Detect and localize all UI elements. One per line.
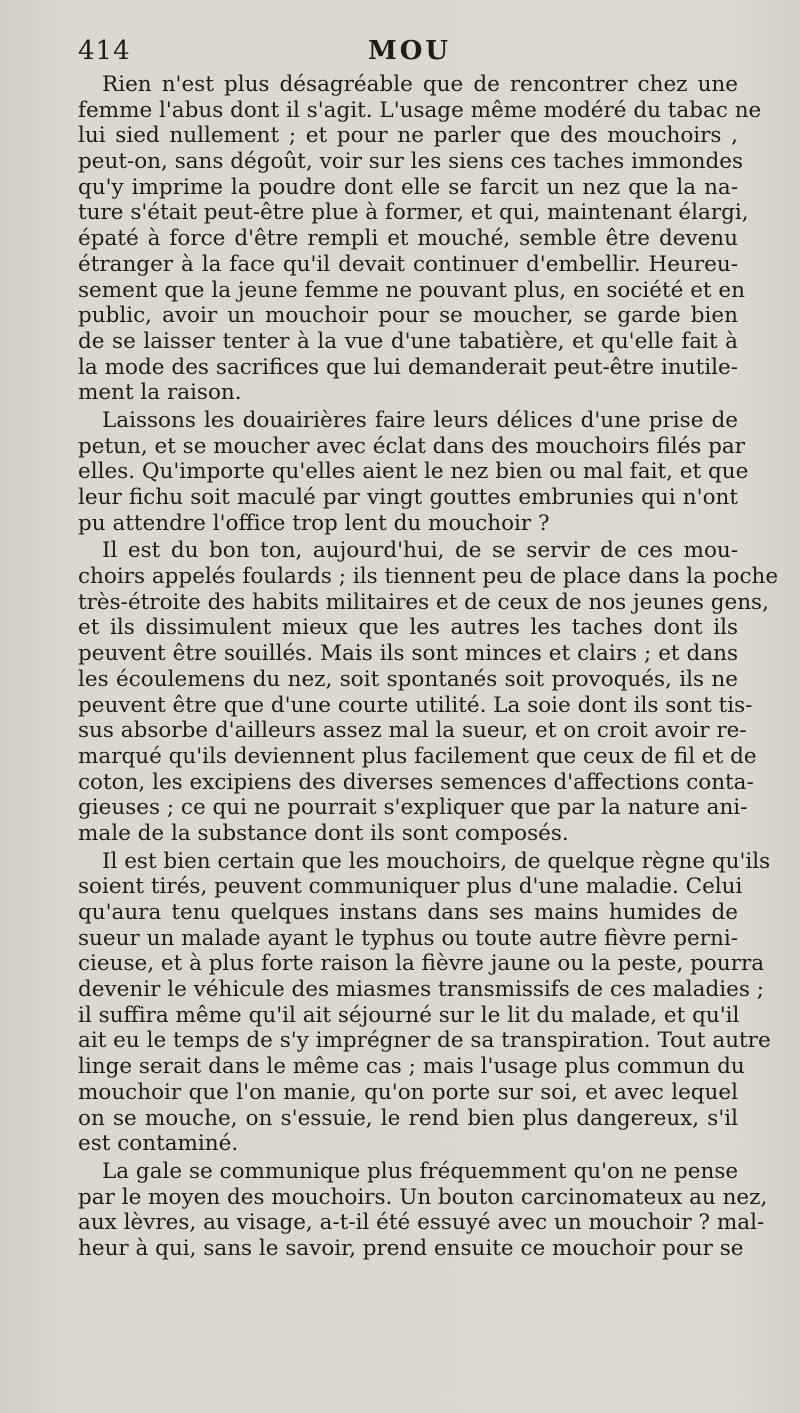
text-line: marqué qu'ils deviennent plus facilement que ceux de fil et de [78,743,757,769]
text-line: peuvent être souillés. Mais ils sont minces et clairs ; et dans [78,641,738,667]
text-line: de se laisser tenter à la vue d'une tabatière, et qu'elle fait à [78,328,738,354]
text-line: qu'aura tenu quelques instans dans ses mains humides de [78,900,738,925]
text-line: elles. Qu'importe qu'elles aient le nez bien ou mal fait, et que [78,459,749,485]
text-line: peuvent être que d'une courte utilité. La soie dont ils sont tis- [78,692,753,718]
text-line: mouchoir que l'on manie, qu'on porte sur soi, et avec lequel [78,1079,738,1105]
text-line: sueur un malade ayant le typhus ou toute autre fièvre perni- [78,925,738,951]
text-line: très-étroite des habits militaires et de ceux de nos jeunes gens, [78,589,769,615]
text-line: Rien n'est plus désagréable que de rencontrer chez une [102,72,738,97]
text-line: la mode des sacrifices que lui demanderait peut-être inutile- [78,354,738,380]
paragraph [78,848,771,1157]
text-line: femme l'abus dont il s'agit. L'usage même modéré du tabac ne [78,97,762,123]
paragraph [78,538,779,846]
page-header [78,36,738,70]
text-line: lui sied nullement ; et pour ne parler que des mouchoirs , [78,123,738,149]
text-line: leur fichu soit maculé par vingt gouttes embrunies qui n'ont [78,485,738,510]
text-line: public, avoir un mouchoir pour se moucher, se garde bien [78,303,738,329]
text-line: ture s'était peut-être plue à former, et qui, maintenant élargi, [78,200,749,226]
paragraph [78,1158,768,1262]
paragraph [78,72,762,406]
text-line: choirs appelés foulards ; ils tiennent peu de place dans la poche [78,564,779,590]
text-line: qu'y imprime la poudre dont elle se farcit un nez que la na- [78,174,738,200]
text-line: cieuse, et à plus forte raison la fièvre jaune ou la peste, pourra [78,951,765,977]
text-line: est contaminé. [78,1131,239,1157]
text-line: peut-on, sans dégoût, voir sur les siens ces taches immondes [78,149,744,175]
text-line: linge serait dans le même cas ; mais l'usage plus commun du [78,1054,745,1080]
text-line: sement que la jeune femme ne pouvant plus, en société et en [78,277,745,303]
text-line: on se mouche, on s'essuie, le rend bien plus dangereux, s'il [78,1105,738,1131]
page-number: 414 [78,36,131,66]
text-line: étranger à la face qu'il devait continuer d'embellir. Heureu- [78,251,738,277]
text-line: heur à qui, sans le savoir, prend ensuite ce mouchoir pour se [78,1235,744,1261]
text-line: gieuses ; ce qui ne pourrait s'expliquer que par la nature ani- [78,795,748,821]
text-line: La gale se communique plus fréquemment qu'on ne pense [102,1158,739,1184]
paragraph [78,407,749,536]
text-line: ment la raison. [78,380,242,406]
text-line: les écoulemens du nez, soit spontanés soit provoqués, ils ne [78,666,738,692]
text-line: soient tirés, peuvent communiquer plus d'une maladie. Celui [78,874,743,900]
text-line: Il est du bon ton, aujourd'hui, de se servir de ces mou- [102,538,738,564]
text-line: épaté à force d'être rempli et mouché, semble être devenu [78,226,738,252]
text-line: aux lèvres, au visage, a-t-il été essuyé avec un mouchoir ? mal- [78,1210,765,1236]
text-line: Laissons les douairières faire leurs délices d'une prise de [102,407,738,433]
text-line: devenir le véhicule des miasmes transmissifs de ces maladies ; [78,977,764,1003]
text-line: et ils dissimulent mieux que les autres les taches dont ils [78,615,738,641]
text-line: sus absorbe d'ailleurs assez mal la sueur, et on croit avoir re- [78,718,747,744]
text-line: petun, et se moucher avec éclat dans des mouchoirs filés par [78,433,746,459]
body-text [78,72,779,1262]
running-head: MOU [368,36,452,66]
text-line: Il est bien certain que les mouchoirs, de quelque règne qu'ils [102,848,771,874]
text-line: pu attendre l'office trop lent du mouchoir ? [78,510,550,536]
text-line: il suffira même qu'il ait séjourné sur le lit du malade, et qu'il [78,1002,740,1028]
text-line: male de la substance dont ils sont composés. [78,820,569,846]
text-line: coton, les excipiens des diverses semences d'affections conta- [78,769,754,795]
text-line: ait eu le temps de s'y imprégner de sa transpiration. Tout autre [78,1028,771,1054]
text-line: par le moyen des mouchoirs. Un bouton carcinomateux au nez, [78,1184,768,1210]
